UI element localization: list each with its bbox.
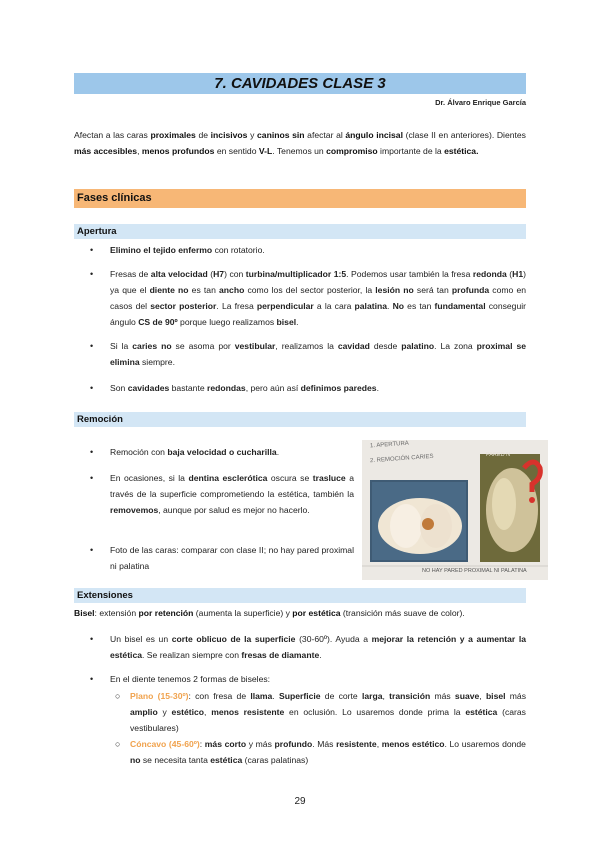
apertura-item: • Si la caries no se asoma por vestibular, realizamos la cavidad desde palatino. La zona proximal se elimina siempre. <box>110 338 526 370</box>
bullet-icon: • <box>90 245 94 255</box>
bullet-icon: • <box>90 269 94 279</box>
clinical-photo <box>362 440 548 580</box>
subsection-apertura: Apertura <box>74 224 526 239</box>
remocion-item: • Remoción con baja velocidad o cucharilla. <box>110 444 354 460</box>
intro-paragraph: Afectan a las caras proximales de incisivos y caninos sin afectar al ángulo incisal (clase II en anteriores). Dientes más accesibles, menos profundos en sentido V-L. Tenemos un compromiso importante de la estética. <box>74 130 526 156</box>
page-number: 29 <box>294 796 306 807</box>
subsection-extensiones: Extensiones <box>74 588 526 603</box>
remocion-item: • En ocasiones, si la dentina esclerótica oscura se trasluce a través de la superficie comprometiendo la estética, también la removemos, aunque por salud es mejor no hacerlo. <box>110 470 354 518</box>
bisel-type-item: ○ Plano (15-30º): con fresa de llama. Superficie de corte larga, transición más suave, bisel más amplio y estético, menos resistente en oclusión. Lo usaremos donde prima la estética (caras vestibulares) <box>130 688 526 736</box>
bisel-definition: Bisel: extensión por retención (aumenta la superficie) y por estética (transición más suave de color). <box>74 608 465 618</box>
bullet-icon: • <box>90 674 94 684</box>
chapter-title: 7. CAVIDADES CLASE 3 <box>74 73 526 94</box>
apertura-item: • Fresas de alta velocidad (H7) con turbina/multiplicador 1:5. Podemos usar también la fresa redonda (H1) ya que el diente no es tan ancho como los del sector posterior, la lesión no será tan profunda como en casos del sector posterior. La fresa perpendicular a la cara palatina. No es tan fundamental conseguir ángulo CS de 90º porque luego realizamos bisel. <box>110 266 526 330</box>
photo-label-pared: PARED N <box>486 452 511 458</box>
bullet-icon: • <box>90 447 94 457</box>
photo-label-apertura: 1. APERTURA <box>369 440 410 450</box>
bisel-type-item: ○ Cóncavo (45-60º): más corto y más profundo. Más resistente, menos estético. Lo usaremos donde no se necesita tanta estética (caras palatinas) <box>130 736 526 768</box>
circle-bullet-icon: ○ <box>115 739 121 749</box>
bullet-icon: • <box>90 341 94 351</box>
photo-caption: NO HAY PARED PROXIMAL NI PALATINA <box>422 568 527 574</box>
apertura-item: • Elimino el tejido enfermo con rotatorio. <box>110 242 526 258</box>
bullet-icon: • <box>90 473 94 483</box>
apertura-item: • Son cavidades bastante redondas, pero aún así definimos paredes. <box>110 380 526 396</box>
remocion-item: • Foto de las caras: comparar con clase II; no hay pared proximal ni palatina <box>110 542 354 574</box>
photo-label-remocion: 2. REMOCIÓN CARIES <box>369 453 434 465</box>
section-fases-clinicas: Fases clínicas <box>74 189 526 208</box>
extensiones-item: • Un bisel es un corte oblicuo de la superficie (30-60º). Ayuda a mejorar la retención y a aumentar la estética. Se realizan siempre con fresas de diamante. <box>110 631 526 663</box>
extensiones-item: • En el diente tenemos 2 formas de biseles: <box>110 671 526 687</box>
bullet-icon: • <box>90 383 94 393</box>
circle-bullet-icon: ○ <box>115 691 121 701</box>
bullet-icon: • <box>90 545 94 555</box>
bullet-icon: • <box>90 634 94 644</box>
subsection-remocion: Remoción <box>74 412 526 427</box>
author-credit: Dr. Álvaro Enrique García <box>435 98 526 107</box>
